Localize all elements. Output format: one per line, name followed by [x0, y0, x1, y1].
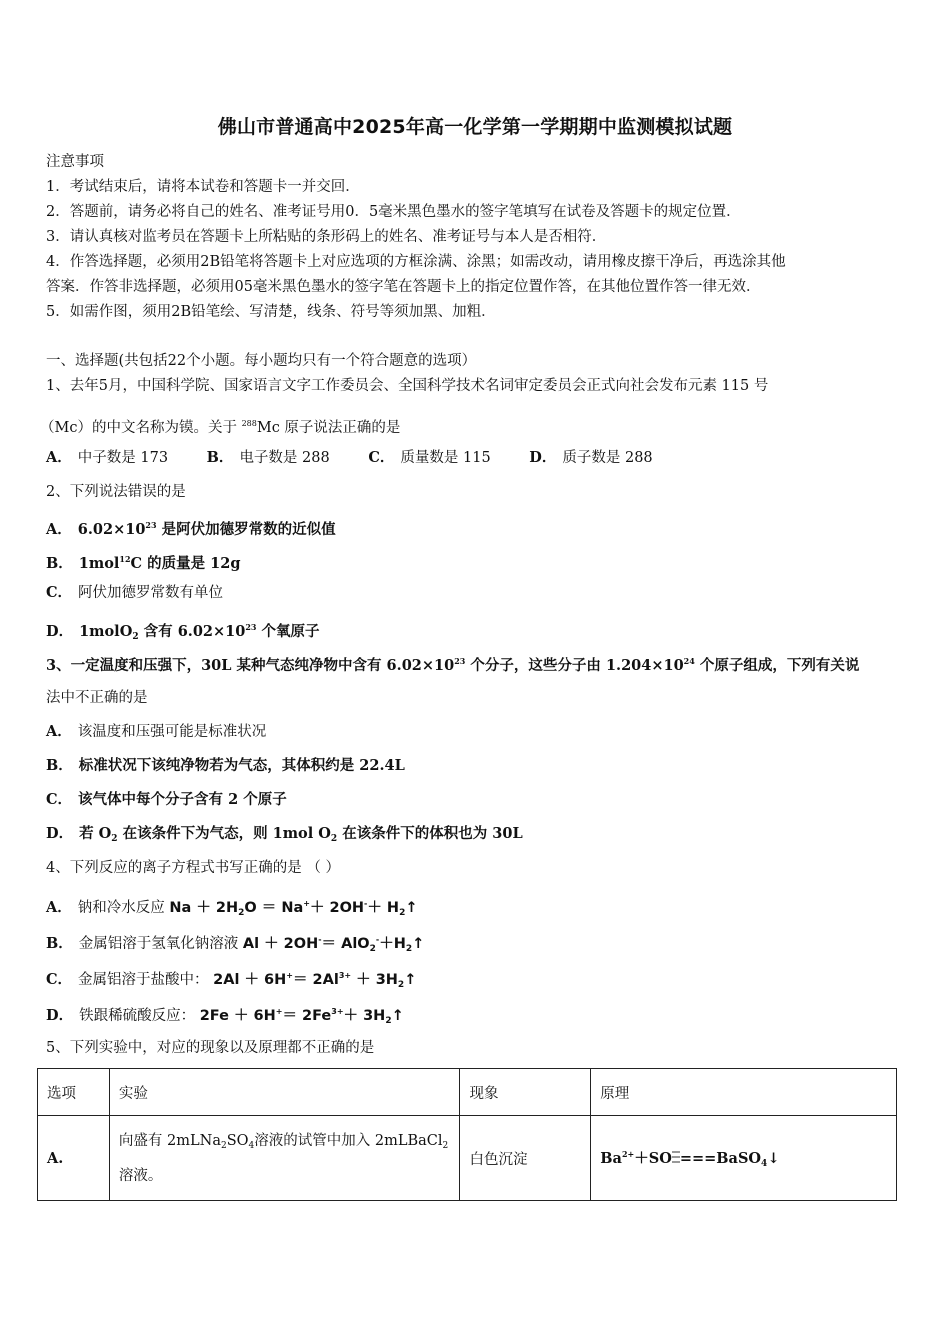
q3-option-a[interactable]: A． 该温度和压强可能是标准状况 [46, 723, 267, 740]
q5-stem: 5、下列实验中，对应的现象以及原理都不正确的是 [46, 1040, 375, 1056]
q2-option-c[interactable]: C． 阿伏加德罗常数有单位 [46, 584, 224, 601]
q4-b-equation: $Al + 2OH^-= AlO_2^-+H_2↑$ [242, 935, 425, 954]
header-experiment: 实验 [109, 1069, 460, 1116]
q4-c-equation: $2Al + 6H^+= 2Al^{3+}$ ＋ $3H_2↑$ [213, 971, 417, 990]
q1-option-c[interactable]: C． 质量数是 115 [368, 449, 491, 466]
row-option: A. [38, 1116, 110, 1201]
q4-a-equation: $Na + 2H_2O = Na^++ 2OH^-+$ $H_2↑$ [169, 899, 418, 918]
q5-table [37, 1068, 897, 1201]
q2-stem: 2、下列说法错误的是 [46, 484, 186, 500]
header-phenomenon: 现象 [460, 1069, 591, 1116]
notice-item: 1．考试结束后，请将本试卷和答题卡一并交回． [46, 179, 360, 195]
header-option: 选项 [38, 1069, 110, 1116]
header-principle: 原理 [591, 1069, 897, 1116]
q1-option-a[interactable]: A． 中子数是 173 [46, 449, 169, 466]
notice-item: 3．请认真核对监考员在答题卡上所粘贴的条形码上的姓名、准考证号与本人是否相符． [46, 229, 607, 245]
q3-stem-line1: 3、一定温度和压强下，30L 某种气态纯净物中含有 $6.02\times 10^{23}$ 个分子，这些分子由 $1.204\times 10^{24}$ 个原子组成，下列有关说 [46, 656, 860, 674]
notice-item: 4．作答选择题，必须用2B铅笔将答题卡上对应选项的方框涂满、涂黑；如需改动，请用橡皮擦干净后，再选涂其他 [46, 254, 786, 270]
notice-item: 答案．作答非选择题，必须用05毫米黑色墨水的签字笔在答题卡上的指定位置作答，在其他位置作答一律无效． [46, 279, 761, 295]
q4-stem: 4、下列反应的离子方程式书写正确的是 （ ） [46, 860, 340, 876]
notice-item: 2．答题前，请务必将自己的姓名、准考证号用0．5毫米黑色墨水的签字笔填写在试卷及答题卡的规定位置． [46, 204, 741, 220]
q4-option-c[interactable]: C． 金属铝溶于盐酸中： $2Al + 6H^+= 2Al^{3+}$ ＋ $3H_2↑$ [46, 971, 417, 990]
q1-option-d[interactable]: D． 质子数是 288 [529, 449, 653, 466]
table-row [38, 1116, 897, 1201]
q4-option-a[interactable]: A． 钠和冷水反应 $Na + 2H_2O = Na^++ 2OH^-+$ $H_2↑$ [46, 899, 418, 918]
q3-option-c[interactable]: C． 该气体中每个分子含有 2 个原子 [46, 791, 287, 808]
q3-option-d[interactable]: D． 若 $O_2$ 在该条件下为气态，则 1mol $O_2$ 在该条件下的体积也为 30L [46, 825, 523, 844]
q2-option-d[interactable]: D． 1molO$_2$ 含有 $6.02\times 10^{23}$ 个氧原子 [46, 622, 320, 642]
row-phenomenon: 白色沉淀 [460, 1116, 591, 1201]
q3-stem-line2: 法中不正确的是 [46, 690, 148, 706]
broken-charge-icon [672, 1151, 680, 1165]
section-heading: 一、选择题(共包括22个小题。每小题均只有一个符合题意的选项） [46, 353, 477, 369]
q1-options [46, 448, 687, 468]
q4-d-equation: $2Fe + 6H^+= 2Fe^{3+}+$ $3H_2↑$ [199, 1007, 404, 1026]
row-principle: $Ba^{2+}+SO$ ===BaSO$_4$↓ [591, 1116, 897, 1201]
q4-option-b[interactable]: B． 金属铝溶于氢氧化钠溶液 $Al + 2OH^-= AlO_2^-+H_2↑$ [46, 935, 425, 954]
notice-heading: 注意事项 [46, 154, 104, 170]
notice-item: 5．如需作图，须用2B铅笔绘、写清楚，线条、符号等须加黑、加粗． [46, 304, 496, 320]
q1-option-b[interactable]: B． 电子数是 288 [206, 449, 330, 466]
q1-stem-line2: （Mc）的中文名称为镆。关于 $^{288}$Mc 原子说法正确的是 [40, 419, 401, 436]
q4-option-d[interactable]: D． 铁跟稀硫酸反应： $2Fe + 6H^+= 2Fe^{3+}+$ $3H_2↑$ [46, 1007, 404, 1026]
row-experiment: 向盛有 $2mLNa_2SO_4$溶液的试管中加入 2mLBaCl$_2$ 溶液。 [109, 1116, 460, 1201]
page-title: 佛山市普通高中2025年高一化学第一学期期中监测模拟试题 [217, 116, 733, 138]
table-header-row [38, 1069, 897, 1116]
q2-option-a[interactable]: A． $6.02\times 10^{23}$ 是阿伏加德罗常数的近似值 [46, 520, 336, 538]
q2-option-b[interactable]: B． 1mol$^{12}$C 的质量是 12g [46, 554, 241, 572]
q1-stem-line1: 1、去年5月，中国科学院、国家语言文字工作委员会、全国科学技术名词审定委员会正式向社会发布元素 115 号 [46, 378, 769, 394]
q3-option-b[interactable]: B． 标准状况下该纯净物若为气态，其体积约是 22.4L [46, 757, 405, 774]
